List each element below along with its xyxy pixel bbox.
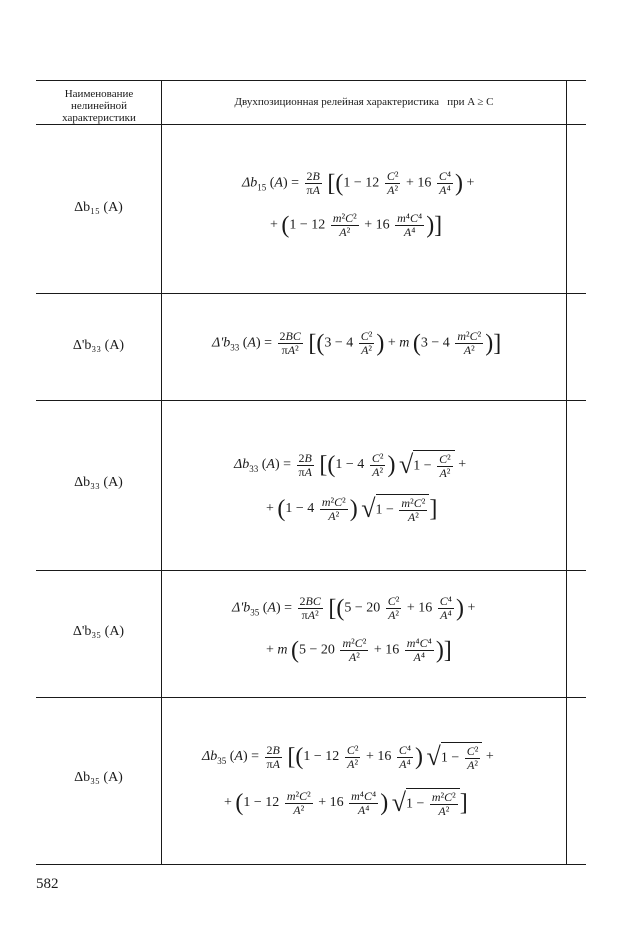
right-rule: [566, 80, 567, 865]
row-name: Δb₃₅ (A): [74, 770, 123, 785]
formula: [162, 595, 566, 685]
row-divider: [36, 293, 586, 294]
formula-line: $\Delta b_{33}$ (A) = $\frac{2B}{\pi A}$ [(1 − 4 $\frac{\text{C²}}{\text{A²}}$ ) √1 − $\frac{\text{C²}}{\text{A²}}$ +: [234, 450, 467, 480]
formula-line: $\Delta b_{35}$ (A) = $\frac{2B}{\pi A}$ [(1 − 12 $\frac{\text{C²}}{\text{A²}}$ + 16 $\frac{\text{C⁴}}{\text{A⁴}}$ ) √1 − $\frac{\text{C²}}{\text{A²}}$ +: [202, 742, 494, 772]
table-top-rule: [36, 80, 586, 81]
formula-line: $\Delta'b_{35}$ (A) = $\frac{2BC}{\text{πA²}}$ [(5 − 20 $\frac{\text{C²}}{\text{A²}}$ + 16 $\frac{\text{C⁴}}{\text{A⁴}}$ ) +: [232, 594, 476, 622]
formula: [162, 450, 566, 540]
row-name: Δ'b₃₃ (A): [72, 338, 125, 353]
formula-line: $\Delta b_{15}$ (A) = $\frac{2B}{\pi A}$ [(1 − 12 $\frac{\text{C²}}{\text{A²}}$ + 16 $\frac{\text{C⁴}}{\text{A⁴}}$ ) +: [242, 169, 475, 197]
table-bottom-rule: [36, 864, 586, 865]
formula-line: + (1 − 4 $\frac{\text{m²C²}}{\text{A²}}$ ) √1 − $\frac{\text{m²C²}}{\text{A²}}$ ]: [266, 494, 438, 524]
row-divider: [36, 697, 586, 698]
row-name: Δb₃₃ (A): [74, 475, 123, 490]
page-number: 582: [36, 876, 59, 892]
formula-line: + (1 − 12 $\frac{\text{m²C²}}{\text{A²}}$ + 16 $\frac{\text{m⁴C⁴}}{\text{A⁴}}$ )]: [270, 211, 443, 239]
header-characteristic-column: Двухпозиционная релейная характеристика при A ≥ C: [234, 96, 494, 108]
formula: [162, 170, 566, 260]
formula-line: + m (5 − 20 $\frac{\text{m²C²}}{\text{A²}}$ + 16 $\frac{\text{m⁴C⁴}}{\text{A⁴}}$ )]: [266, 636, 452, 664]
header-bottom-rule: [36, 124, 586, 125]
formula: [162, 330, 566, 370]
formula-line: + (1 − 12 $\frac{\text{m²C²}}{\text{A²}}$ + 16 $\frac{\text{m⁴C⁴}}{\text{A⁴}}$ ) √1 − $\frac{\text{m²C²}}{\text{A²}}$ ]: [224, 788, 468, 818]
row-name: Δb₁₅ (A): [74, 200, 123, 215]
formula: [162, 742, 566, 842]
relay-characteristics-table: [36, 80, 586, 865]
row-divider: [36, 400, 586, 401]
row-name: Δ'b₃₅ (A): [72, 624, 125, 639]
header-name-column: Наименование нелинейной характеристики: [62, 88, 136, 124]
row-divider: [36, 570, 586, 571]
formula-line: $\Delta'b_{33}$ (A) = $\frac{2BC}{\text{πA²}}$ [(3 − 4 $\frac{\text{C²}}{\text{A²}}$ ) + m (3 − 4 $\frac{\text{m²C²}}{\text{A²}}$ )]: [212, 329, 502, 357]
